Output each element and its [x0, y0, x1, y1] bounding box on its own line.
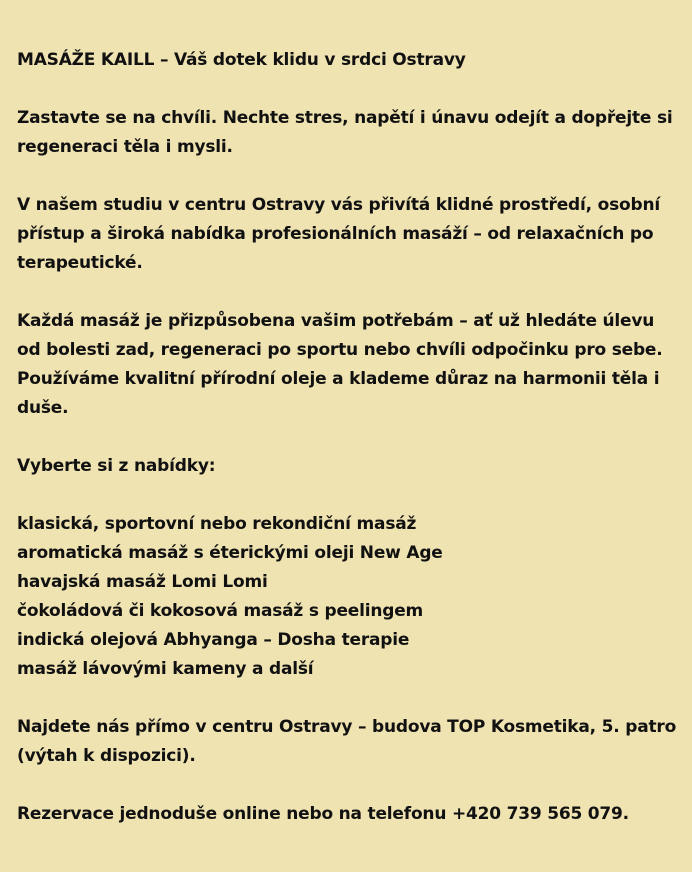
offer-item: indická olejová Abhyanga – Dosha terapie: [17, 630, 410, 650]
location-paragraph: Najdete nás přímo v centru Ostravy – budova TOP Kosmetika, 5. patro (výtah k dispozici).: [17, 717, 677, 766]
reservation-paragraph: Rezervace jednoduše online nebo na telefonu +420 739 565 079.: [17, 804, 629, 824]
offer-item: klasická, sportovní nebo rekondiční masáž: [17, 514, 417, 534]
offer-heading: Vyberte si z nabídky:: [17, 456, 216, 476]
offer-item: aromatická masáž s éterickými oleji New Age: [17, 543, 443, 563]
tailored-paragraph: Každá masáž je přizpůsobena vašim potřebám – ať už hledáte úlevu od bolesti zad, regeneraci po sportu nebo chvíli odpočinku pro sebe. Používáme kvalitní přírodní oleje a klademe důraz na harmonii těla i duše.: [17, 311, 663, 418]
document-title: MASÁŽE KAILL – Váš dotek klidu v srdci Ostravy: [17, 50, 466, 70]
offer-item: čokoládová či kokosová masáž s peelingem: [17, 601, 424, 621]
studio-paragraph: V našem studiu v centru Ostravy vás přivítá klidné prostředí, osobní přístup a široká nabídka profesionálních masáží – od relaxačních po terapeutické.: [17, 195, 660, 273]
intro-paragraph: Zastavte se na chvíli. Nechte stres, napětí i únavu odejít a dopřejte si regeneraci těla i mysli.: [17, 108, 673, 157]
offer-item: havajská masáž Lomi Lomi: [17, 572, 268, 592]
offer-list: [17, 510, 682, 684]
offer-item: masáž lávovými kameny a další: [17, 659, 314, 679]
